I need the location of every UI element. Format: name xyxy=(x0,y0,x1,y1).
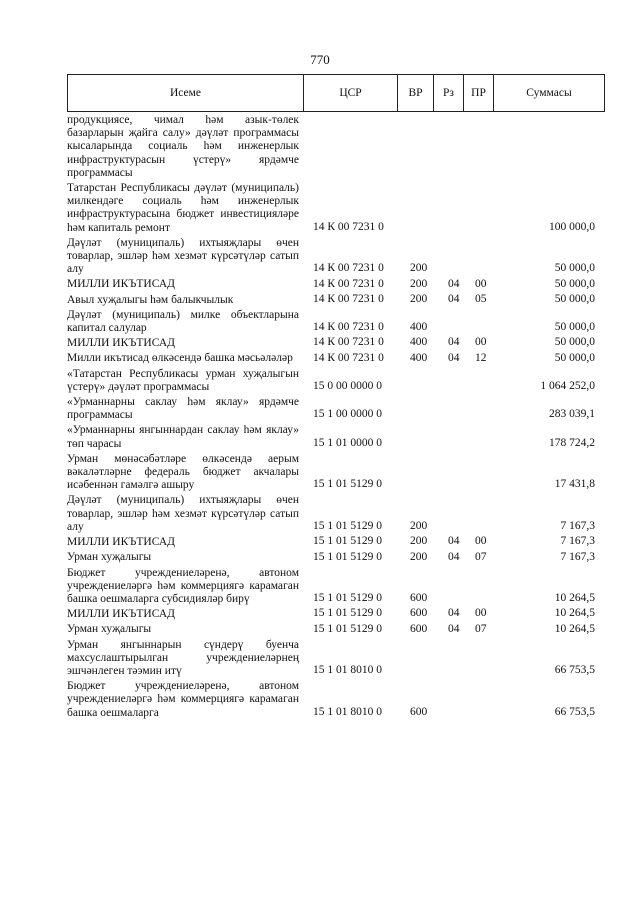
row-vr: 600 xyxy=(410,607,428,620)
row-name: Татарстан Республикасы дәүләт (муниципаль) милкендәге социаль һәм инженерлык инфраструктурасына бюджет инвестицияләре һәм капиталь ремонт xyxy=(67,182,299,234)
row-sum: 1 064 252,0 xyxy=(540,380,595,393)
row-rz: 04 xyxy=(448,292,460,305)
row-csr: 15 1 01 5129 0 xyxy=(313,607,382,620)
table-row xyxy=(67,534,605,549)
row-sum: 17 431,8 xyxy=(554,478,595,491)
row-pr: 00 xyxy=(475,336,487,349)
row-csr: 14 К 00 7231 0 xyxy=(313,321,384,334)
row-csr: 14 К 00 7231 0 xyxy=(313,262,384,275)
row-name: МИЛЛИ ИКЪТИСАД xyxy=(67,536,175,549)
row-csr: 14 К 00 7231 0 xyxy=(313,351,384,364)
row-name: Дәүләт (муниципаль) ихтыяҗлары өчен товарлар, эшләр һәм хезмәт күрсәтүләр сатып алу xyxy=(67,236,299,276)
column-header-pr: ПР xyxy=(464,75,494,111)
table-row xyxy=(67,276,605,291)
row-name: МИЛЛИ ИКЪТИСАД xyxy=(67,337,175,350)
row-name: Бюджет учреждениеләренә, автоном учреждениеләргә һәм коммерциягә карамаган башка оешмаларга xyxy=(67,680,299,719)
row-name: Милли икътисад өлкәсендә башка мәсьәләләр xyxy=(67,352,293,365)
row-vr: 200 xyxy=(410,292,428,305)
table-row xyxy=(67,394,605,422)
row-sum: 7 167,3 xyxy=(560,550,595,563)
row-rz: 04 xyxy=(448,607,460,620)
column-header-csr: ЦСР xyxy=(304,75,398,111)
row-vr: 400 xyxy=(410,321,428,334)
row-pr: 07 xyxy=(475,550,487,563)
row-csr: 14 К 00 7231 0 xyxy=(313,277,384,290)
table-row xyxy=(67,366,605,394)
row-rz: 04 xyxy=(448,535,460,548)
table-header xyxy=(67,74,605,112)
table-row xyxy=(67,422,605,450)
row-name: «Урманнарны саклау һәм яклау» ярдәмче программасы xyxy=(67,396,299,422)
row-csr: 14 К 00 7231 0 xyxy=(313,292,384,305)
row-csr: 14 К 00 7231 0 xyxy=(313,336,384,349)
row-pr: 05 xyxy=(475,292,487,305)
table-row xyxy=(67,292,605,307)
table-row xyxy=(67,637,605,679)
table-row xyxy=(67,606,605,621)
row-vr: 200 xyxy=(410,535,428,548)
row-rz: 04 xyxy=(448,550,460,563)
row-pr: 12 xyxy=(475,351,487,364)
row-sum: 283 039,1 xyxy=(549,408,595,421)
row-vr: 600 xyxy=(410,622,428,635)
row-csr: 15 1 01 5129 0 xyxy=(313,520,382,533)
row-rz: 04 xyxy=(448,351,460,364)
table-row xyxy=(67,549,605,564)
row-sum: 10 264,5 xyxy=(554,607,595,620)
row-sum: 10 264,5 xyxy=(554,622,595,635)
row-vr: 400 xyxy=(410,336,428,349)
row-rz: 04 xyxy=(448,622,460,635)
row-vr: 600 xyxy=(410,592,428,605)
row-vr: 400 xyxy=(410,351,428,364)
row-name: Урман хуҗалыгы xyxy=(67,623,152,636)
row-name: Дәүләт (муниципаль) ихтыяҗлары өчен товарлар, эшләр һәм хезмәт күрсәтүләр сатып алу xyxy=(67,494,299,533)
row-name: МИЛЛИ ИКЪТИСАД xyxy=(67,278,175,291)
row-csr: 15 1 01 5129 0 xyxy=(313,592,382,605)
row-sum: 50 000,0 xyxy=(554,262,595,275)
row-csr: 15 1 01 5129 0 xyxy=(313,550,382,563)
row-rz: 04 xyxy=(448,336,460,349)
row-pr: 00 xyxy=(475,277,487,290)
row-vr: 600 xyxy=(410,705,428,718)
row-name: «Татарстан Республикасы урман хуҗалыгын үстерү» дәүләт программасы xyxy=(67,367,299,393)
row-csr: 15 1 01 5129 0 xyxy=(313,478,382,491)
row-name: МИЛЛИ ИКЪТИСАД xyxy=(67,608,175,621)
row-sum: 50 000,0 xyxy=(554,351,595,364)
row-sum: 50 000,0 xyxy=(554,292,595,305)
row-sum: 100 000,0 xyxy=(549,220,595,233)
row-sum: 66 753,5 xyxy=(554,705,595,718)
table-row xyxy=(67,451,605,493)
row-csr: 15 1 01 8010 0 xyxy=(313,705,382,718)
row-sum: 7 167,3 xyxy=(560,520,595,533)
row-sum: 66 753,5 xyxy=(554,664,595,677)
table-row xyxy=(67,621,605,636)
row-pr: 00 xyxy=(475,607,487,620)
row-csr: 14 К 00 7231 0 xyxy=(313,220,384,233)
table-row xyxy=(67,335,605,350)
row-name: «Урманнарны янгыннардан саклау һәм яклау» төп чарасы xyxy=(67,424,299,450)
column-header-rz: Рз xyxy=(434,75,464,111)
row-sum: 50 000,0 xyxy=(554,321,595,334)
row-vr: 200 xyxy=(410,520,428,533)
table-row xyxy=(67,307,605,335)
row-sum: 10 264,5 xyxy=(554,592,595,605)
table-row xyxy=(67,492,605,534)
row-csr: 15 1 01 8010 0 xyxy=(313,664,382,677)
table-row xyxy=(67,350,605,365)
row-name: Бюджет учреждениеләренә, автоном учреждениеләргә һәм коммерциягә карамаган башка оешмаларга субсидияләр бирү xyxy=(67,566,299,605)
row-name: Урман янгыннарын сүндерү буенча махсуслаштырылган учреждениеләрнең эшчәнлеген тәэмин итү xyxy=(67,638,299,677)
table-body xyxy=(67,112,605,720)
row-pr: 00 xyxy=(475,535,487,548)
row-csr: 15 1 00 0000 0 xyxy=(313,408,382,421)
row-name: Урман мөнәсәбәтләре өлкәсендә аерым вәкаләтләрне федераль бюджет акчалары исәбеннән гамәлгә ашыру xyxy=(67,452,299,492)
row-csr: 15 1 01 5129 0 xyxy=(313,622,382,635)
row-csr: 15 1 01 5129 0 xyxy=(313,535,382,548)
row-vr: 200 xyxy=(410,277,428,290)
table-row xyxy=(67,235,605,277)
row-name: продукциясе, чимал һәм азык-төлек базарларын җайга салу» дәүләт программасы кысаларында социаль һәм инженерлык инфраструктурасын үстерү» ярдәмче программасы xyxy=(67,114,299,179)
row-sum: 50 000,0 xyxy=(554,336,595,349)
row-sum: 50 000,0 xyxy=(554,277,595,290)
table-row xyxy=(67,565,605,607)
row-vr: 200 xyxy=(410,262,428,275)
table-row xyxy=(67,678,605,720)
row-sum: 7 167,3 xyxy=(560,535,595,548)
table-row xyxy=(67,180,605,235)
page-number: 770 xyxy=(310,52,330,67)
row-name: Дәүләт (муниципаль) милке объектларына капитал салулар xyxy=(67,308,299,335)
row-csr: 15 1 01 0000 0 xyxy=(313,436,382,449)
table-row xyxy=(67,112,605,180)
row-name: Урман хуҗалыгы xyxy=(67,551,152,564)
row-vr: 200 xyxy=(410,550,428,563)
row-rz: 04 xyxy=(448,277,460,290)
row-name: Авыл хуҗалыгы һәм балыкчылык xyxy=(67,293,234,306)
column-header-name: Исеме xyxy=(68,75,304,111)
row-csr: 15 0 00 0000 0 xyxy=(313,380,382,393)
column-header-vr: ВР xyxy=(398,75,434,111)
column-header-sum: Суммасы xyxy=(526,87,572,99)
row-sum: 178 724,2 xyxy=(549,436,595,449)
row-pr: 07 xyxy=(475,622,487,635)
